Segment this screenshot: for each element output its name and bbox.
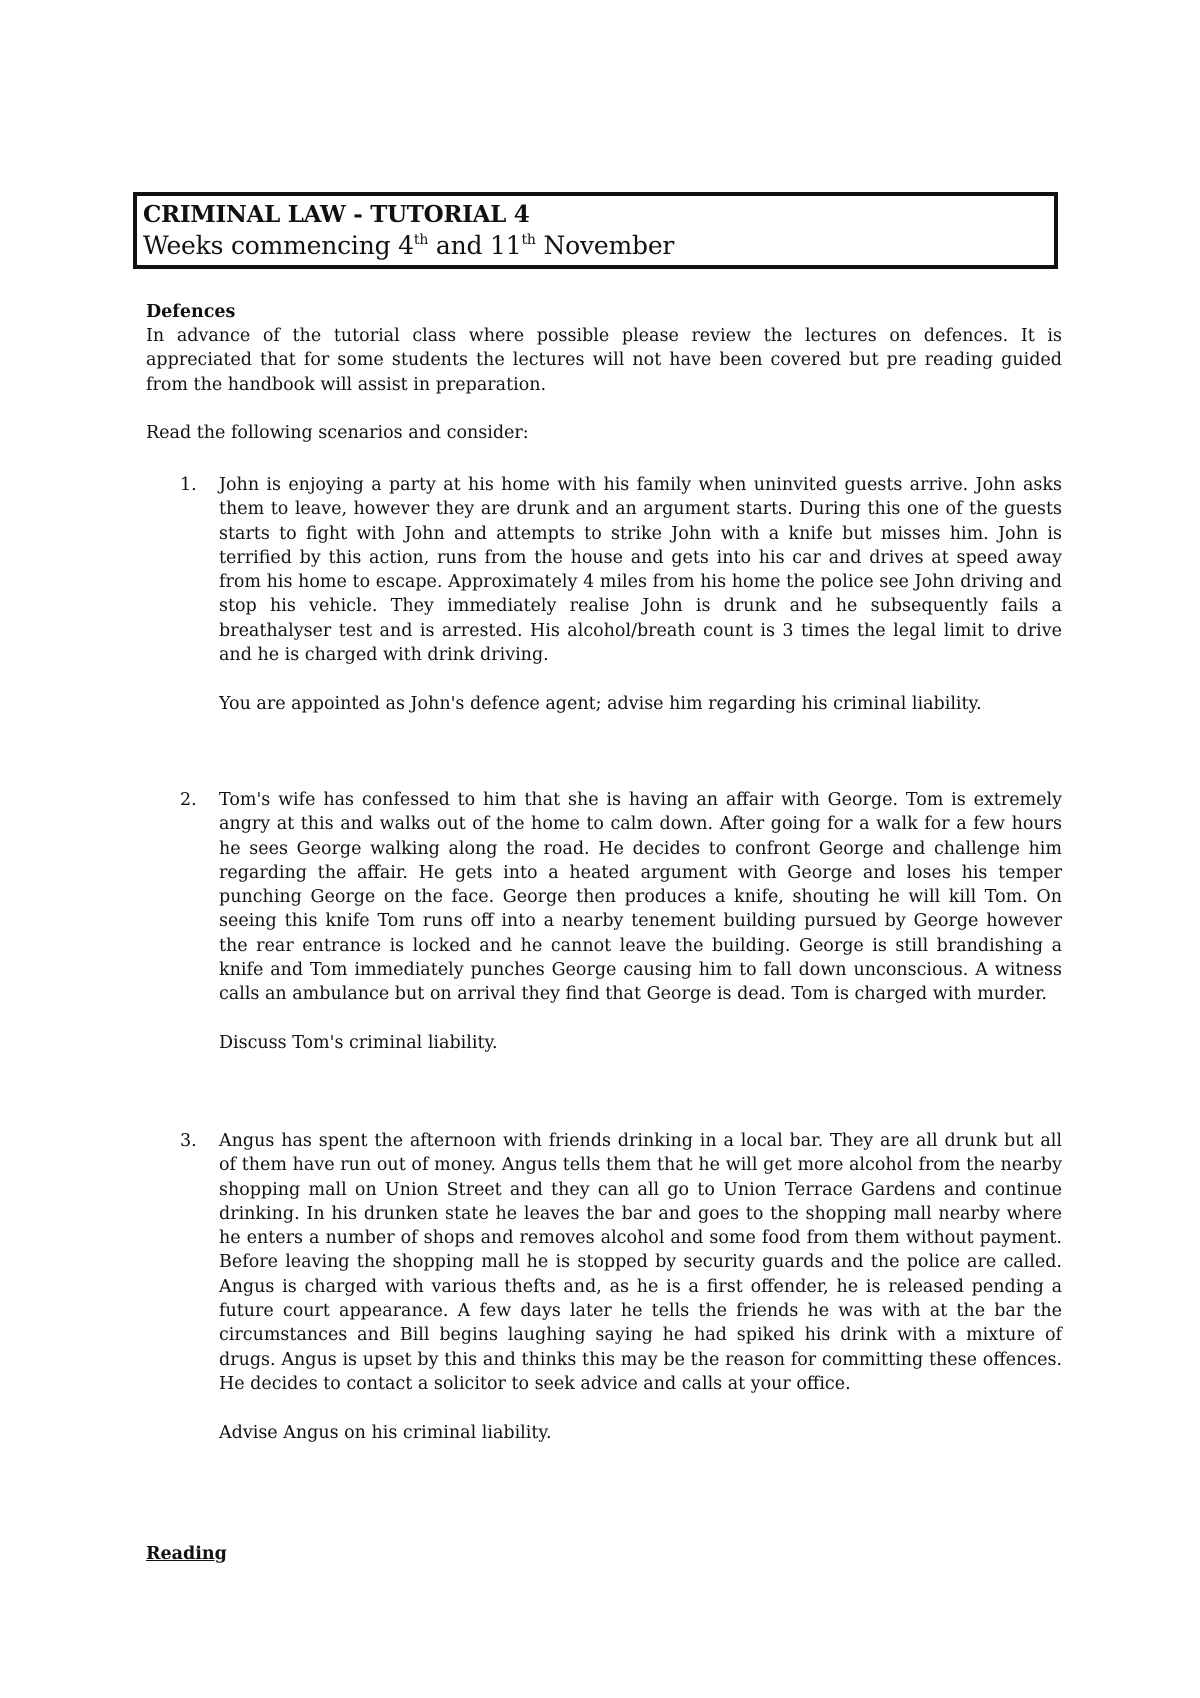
intro-lead: Read the following scenarios and consider: — [146, 423, 529, 444]
subtitle-sup-1: th — [413, 232, 429, 248]
scenario-item — [146, 1129, 1062, 1445]
scenario-list — [146, 473, 1062, 716]
scenario-text: John is enjoying a party at his home with his family when uninvited guests arrive. John asks them to leave, however they are drunk and an argument starts. During this one of the guests starts to fight with John and attempts to strike John with a knife but misses him. John is terrified by this action, runs from the house and gets into his car and drives at speed away from his home to escape. Approximately 4 miles from his home the police see John driving and stop his vehicle. They immediately realise John is drunk and he subsequently fails a breathalyser test and is arrested. His alcohol/breath count is 3 times the legal limit to drive and he is charged with drink driving. — [219, 475, 1062, 666]
section-heading-defences: Defences — [146, 302, 236, 322]
scenario-question: Advise Angus on his criminal liability. — [219, 1422, 552, 1443]
reading-section — [146, 1542, 1062, 1566]
scenario-number: 1. — [180, 475, 197, 495]
scenario-item — [146, 788, 1062, 1055]
document-title: CRIMINAL LAW - TUTORIAL 4 — [143, 201, 530, 228]
scenario-list-3 — [146, 1129, 1062, 1445]
intro-section — [146, 300, 1062, 445]
subtitle-mid: and 11 — [428, 231, 522, 260]
scenario-item — [146, 473, 1062, 716]
scenario-number: 3. — [180, 1131, 197, 1151]
intro-paragraph: In advance of the tutorial class where possible please review the lectures on defences. It is appreciated that for some students the lectures will not have been covered but pre reading guided from the handbook will assist in preparation. — [146, 326, 1062, 395]
scenario-number: 2. — [180, 790, 197, 810]
scenario-question: You are appointed as John's defence agent; advise him regarding his criminal liability. — [219, 693, 982, 714]
scenario-text: Angus has spent the afternoon with friends drinking in a local bar. They are all drunk but all of them have run out of money. Angus tells them that he will get more alcohol from the nearby shopping mall on Union Street and they can all go to Union Terrace Gardens and continue drinking. In his drunken state he leaves the bar and goes to the shopping mall nearby where he enters a number of shops and removes alcohol and some food from them without payment. Before leaving the shopping mall he is stopped by security guards and the police are called. Angus is charged with various thefts and, as he is a first offender, he is released pending a future court appearance. A few days later he tells the friends he was with at the bar the circumstances and Bill begins laughing saying he had spiked his drink with a mixture of drugs. Angus is upset by this and thinks this may be the reason for committing these offences. He decides to contact a solicitor to seek advice and calls at your office. — [219, 1131, 1062, 1394]
title-box — [133, 192, 1058, 269]
subtitle-sup-2: th — [521, 232, 536, 248]
document-subtitle — [143, 230, 1046, 266]
scenario-list-2 — [146, 788, 1062, 1055]
scenario-text: Tom's wife has confessed to him that she is having an affair with George. Tom is extremely angry at this and walks out of the home to calm down. After going for a walk for a few hours he sees George walking along the road. He decides to confront George and challenge him regarding the affair. He gets into a heated argument with George and loses his temper punching George on the face. George then produces a knife, shouting he will kill Tom. On seeing this knife Tom runs off into a nearby tenement building pursued by George however the rear entrance is locked and he cannot leave the building. George is still brandishing a knife and Tom immediately punches George causing him to fall down unconscious. A witness calls an ambulance but on arrival they find that George is dead. Tom is charged with murder. — [219, 790, 1062, 1005]
scenario-question: Discuss Tom's criminal liability. — [219, 1032, 498, 1053]
subtitle-pre: Weeks commencing 4 — [143, 231, 414, 260]
subtitle-post: November — [535, 231, 675, 260]
section-heading-reading: Reading — [146, 1544, 227, 1564]
